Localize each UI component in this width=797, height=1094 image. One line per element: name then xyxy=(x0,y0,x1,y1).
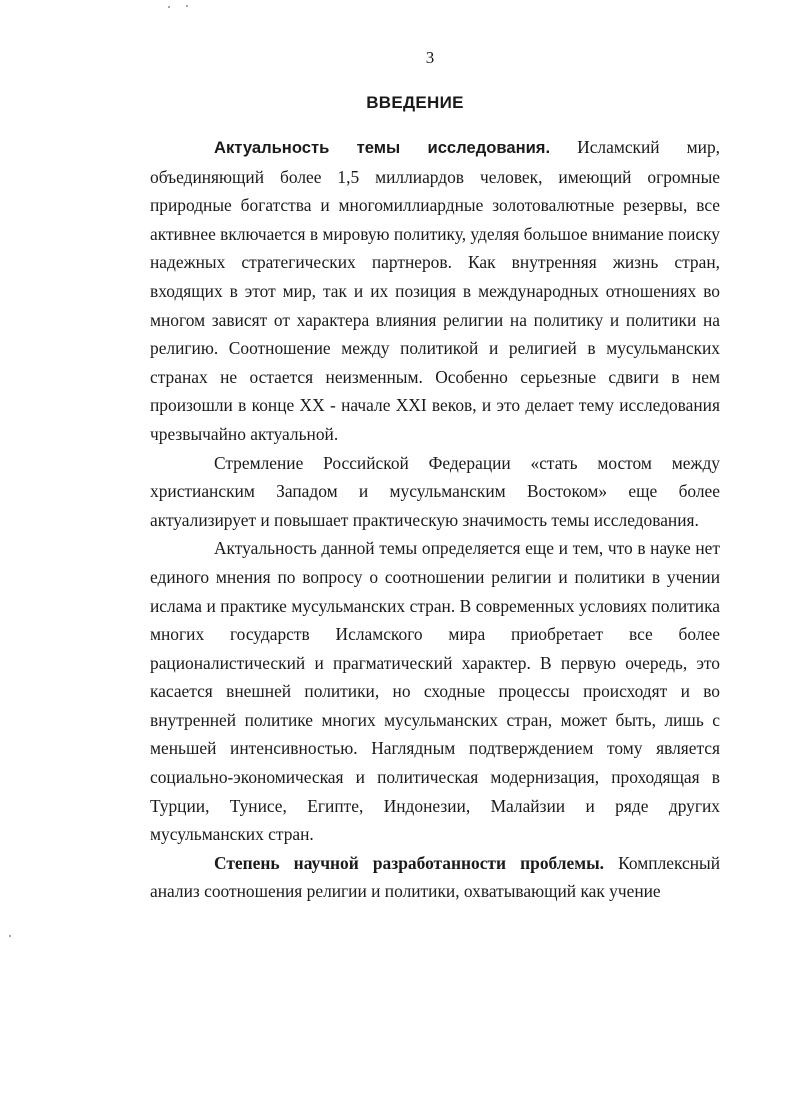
paragraph-text: Исламский мир, объединяющий более 1,5 миллиардов человек, имеющий огромные природные богатства и многомиллиардные золотовалютные резервы, все активнее включается в мировую политику, уделяя большое внимание поиску надежных стратегических партнеров. Как внутренняя жизнь стран, входящих в этот мир, так и их позиция в международных отношениях во многом зависят от характера влияния религии на политику и политики на религию. Соотношение между политикой и религией в мусульманских странах не остается неизменным. Особенно серьезные сдвиги в нем произошли в конце XX - начале XXI веков, и это делает тему исследования чрезвычайно актуальной. xyxy=(150,137,721,444)
paragraph-text: Стремление Российской Федерации «стать мостом между христианским Западом и мусульманским Востоком» еще более актуализирует и повышает практическую значимость темы исследования. xyxy=(150,452,720,530)
paragraph-science xyxy=(150,534,720,849)
page-number: 3 xyxy=(425,48,435,67)
paragraph-text: Актуальность данной темы определяется еще и тем, что в науке нет единого мнения по вопросу о соотношении религии и политики в учении ислама и практике мусульманских стран. В современных условиях политика многих государств Исламского мира приобретает все более рационалистический и прагматический характер. В первую очередь, это касается внешней политики, но сходные процессы происходят и во внутренней политике многих мусульманских стран, может быть, лишь с меньшей интенсивностью. Наглядным подтверждением тому является социально-экономическая и политическая модернизация, проходящая в Турции, Тунисе, Египте, Индонезии, Малайзии и ряде других мусульманских стран. xyxy=(150,538,720,845)
scan-speck xyxy=(168,6,170,8)
section-heading: ВВЕДЕНИЕ xyxy=(366,93,464,112)
paragraph-russia xyxy=(150,449,720,535)
scan-speck xyxy=(9,935,11,937)
paragraph-text: Комплексный анализ соотношения религии и политики, охватывающий как учение xyxy=(150,852,720,902)
paragraph-degree xyxy=(150,849,720,906)
body-text xyxy=(150,133,720,906)
paragraph-lead: Степень научной разработанности проблемы. xyxy=(214,852,605,873)
paragraph-lead: Актуальность темы исследования. xyxy=(214,138,551,157)
paragraph-relevance xyxy=(150,133,720,449)
scan-speck xyxy=(186,5,188,7)
